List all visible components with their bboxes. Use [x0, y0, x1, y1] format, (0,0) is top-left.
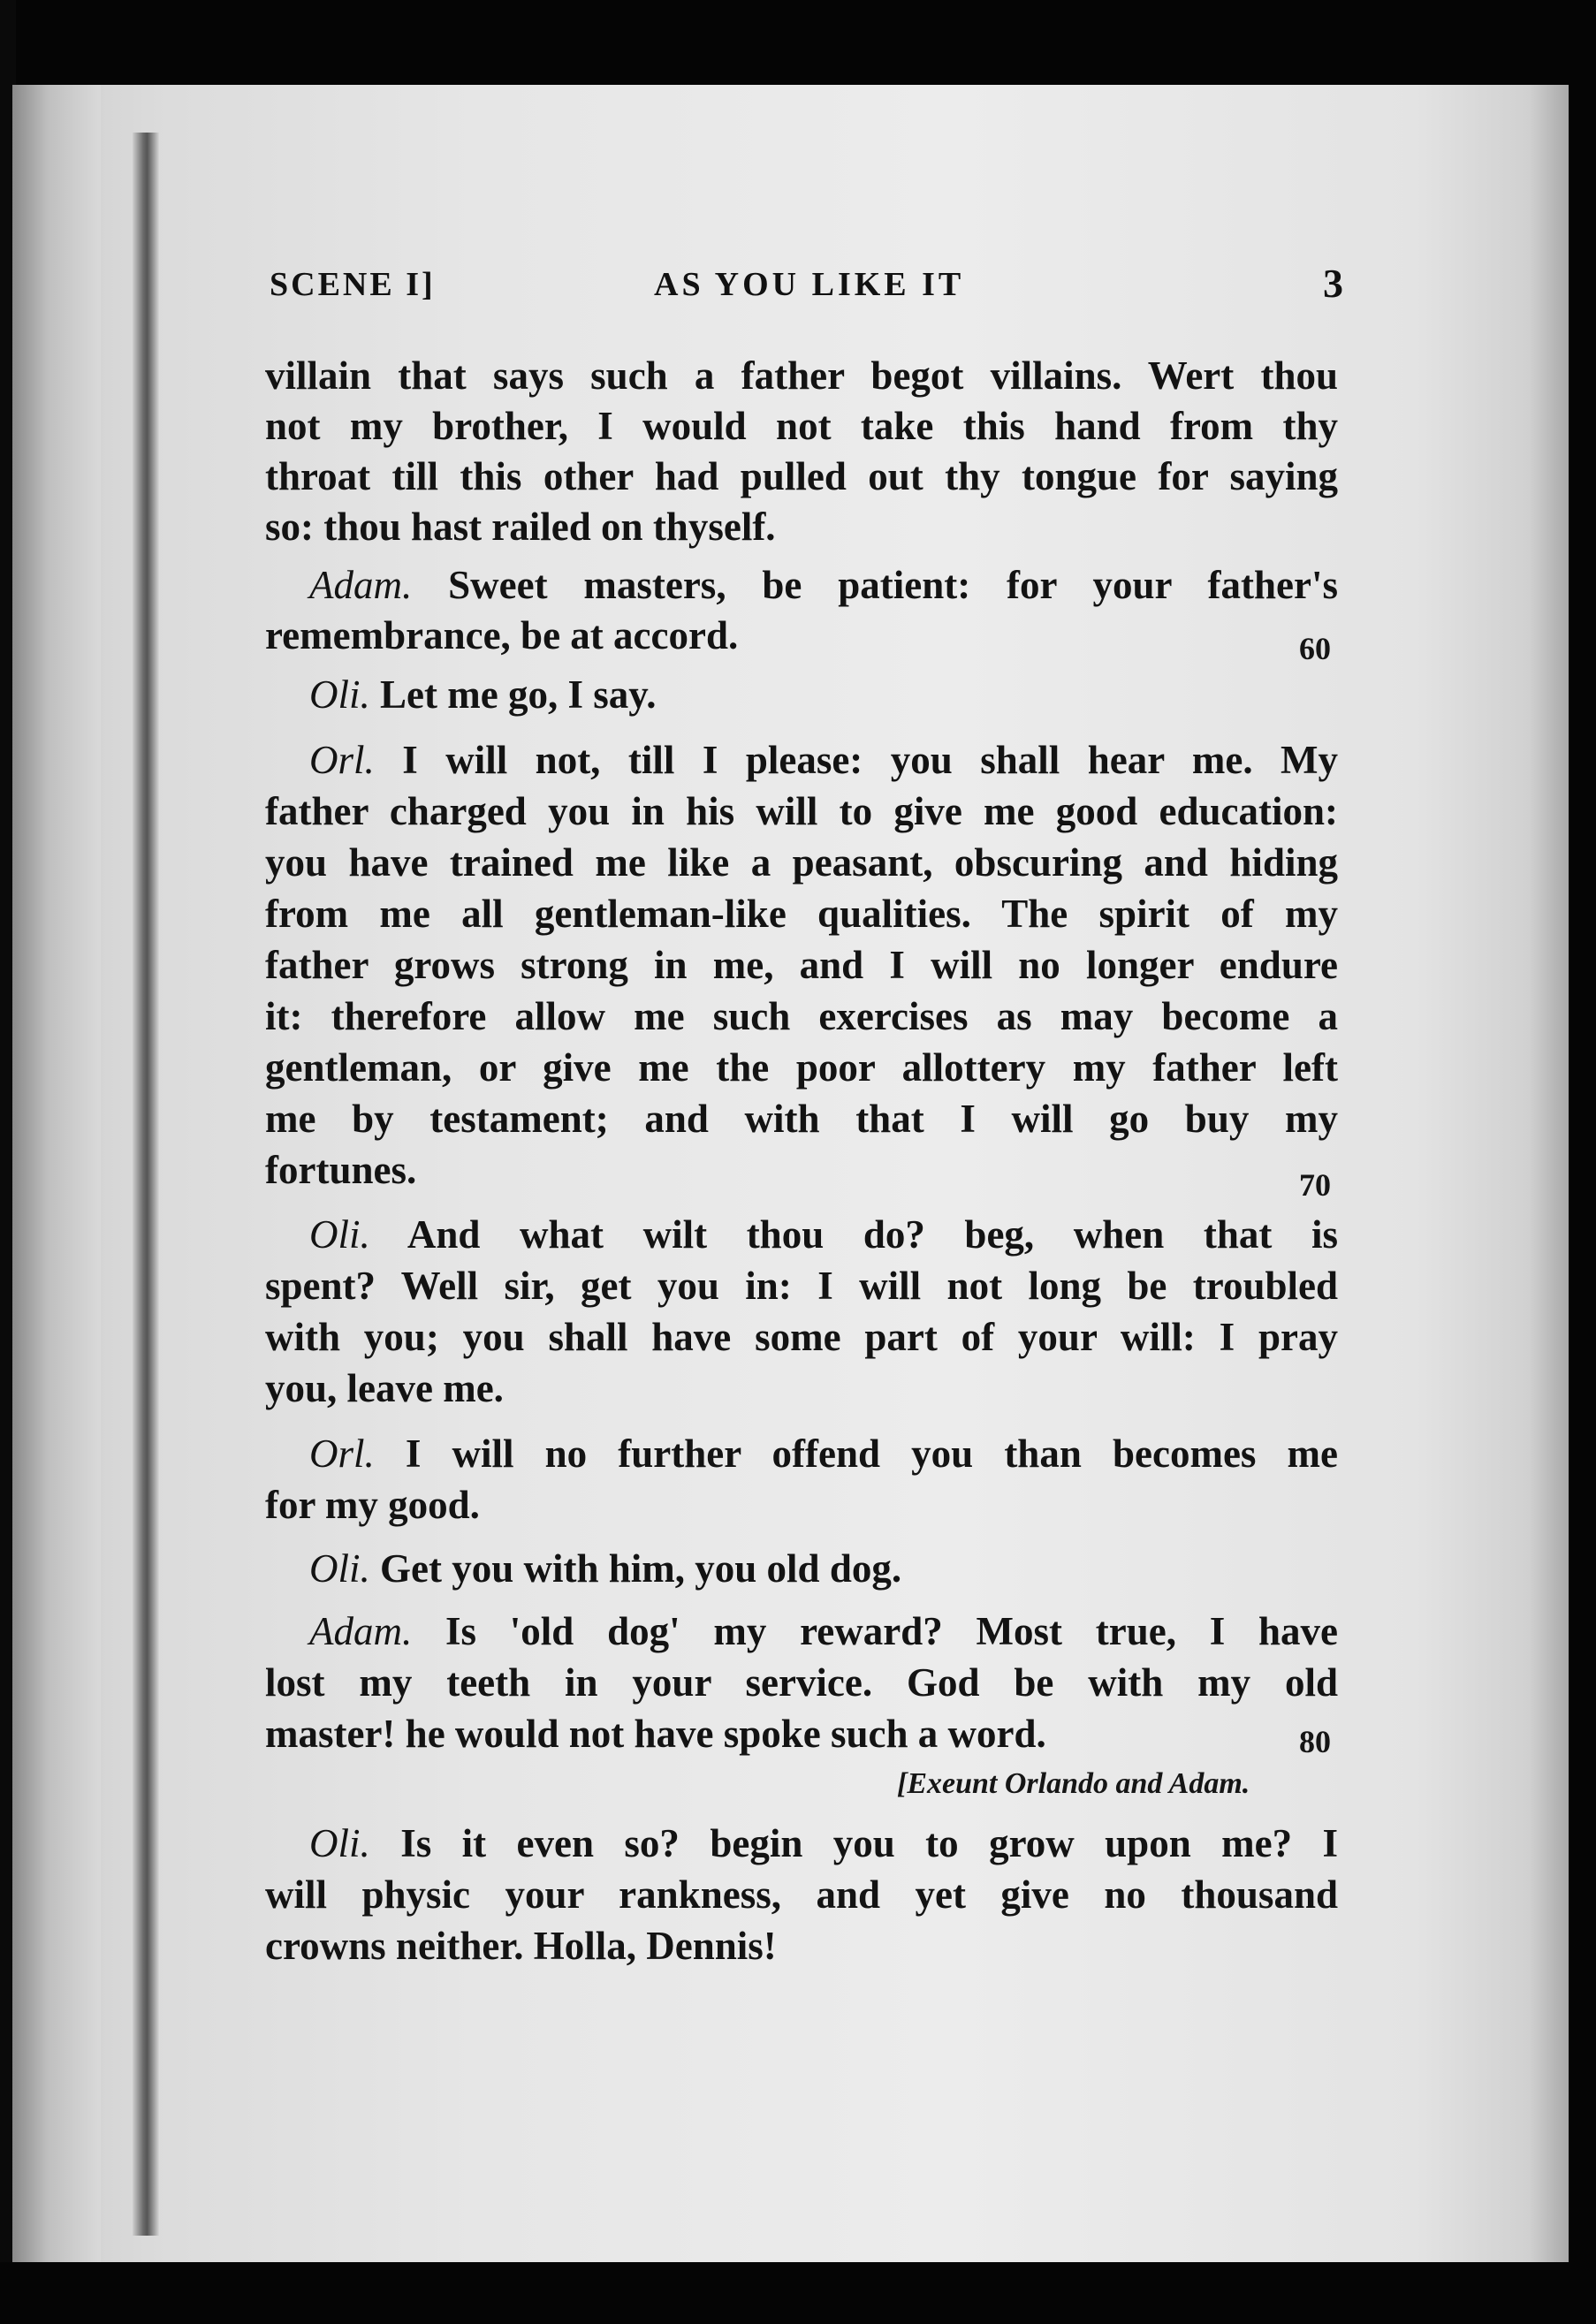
speech-line: Oli. And what wilt thou do? beg, when that is [309, 1212, 1338, 1257]
speech-line: Oli. Get you with him, you old dog. [309, 1546, 902, 1591]
text-line: fortunes. [265, 1148, 417, 1192]
binding-spine-shadow [133, 133, 159, 2236]
text-line: not my brother, I would not take this hand from thy [265, 404, 1338, 448]
text-line: father grows strong in me, and I will no longer endure [265, 943, 1338, 987]
text-line: remembrance, be at accord. [265, 613, 739, 657]
speaker-name: Oli. [309, 672, 370, 717]
speech-line: Oli. Is it even so? begin you to grow upon me? I [309, 1821, 1339, 1865]
text-line: will physic your rankness, and yet give no thousand [265, 1872, 1338, 1917]
running-head-scene: SCENE I] [270, 266, 436, 303]
page-number: 3 [1323, 261, 1343, 306]
text-line: me by testament; and with that I will go buy my [265, 1097, 1338, 1141]
speaker-name: Oli. [309, 1821, 370, 1865]
speaker-name: Oli. [309, 1212, 370, 1257]
text-line: from me all gentleman-like qualities. The spirit of my [265, 892, 1338, 936]
text-line: father charged you in his will to give me good education: [265, 789, 1338, 833]
speaker-name: Orl. [309, 738, 375, 782]
text-line: gentleman, or give me the poor allottery my father left [265, 1045, 1338, 1090]
line-number: 80 [1299, 1724, 1331, 1759]
text-line: villain that says such a father begot villains. Wert thou [265, 353, 1338, 398]
page-gutter-shadow [12, 85, 101, 2285]
text-line: lost my teeth in your service. God be with my old [265, 1660, 1338, 1705]
speech-line: Adam. Is 'old dog' my reward? Most true, I have [309, 1609, 1338, 1653]
text-line: you, leave me. [265, 1366, 504, 1410]
speaker-name: Orl. [309, 1432, 375, 1476]
scan-border-bottom [0, 2262, 1596, 2324]
page-edge-shadow [1529, 85, 1573, 2285]
speech-line: Oli. Let me go, I say. [309, 672, 657, 717]
scan-border-right [1569, 0, 1596, 2324]
speech-line: Orl. I will no further offend you than becomes me [309, 1432, 1339, 1476]
speech-line: Adam. Sweet masters, be patient: for your father's [309, 563, 1338, 607]
text-line: with you; you shall have some part of your will: I pray [265, 1315, 1338, 1359]
text-line: throat till this other had pulled out thy tongue for saying [265, 454, 1338, 498]
text-line: crowns neither. Holla, Dennis! [265, 1924, 777, 1968]
speaker-name: Adam. [309, 1609, 413, 1653]
speech-line: Orl. I will not, till I please: you shall hear me. My [309, 738, 1339, 782]
text-line: you have trained me like a peasant, obscuring and hiding [265, 840, 1338, 885]
text-line: master! he would not have spoke such a word. [265, 1712, 1046, 1756]
text-line: for my good. [265, 1483, 480, 1527]
line-number: 70 [1299, 1167, 1331, 1203]
text-line: it: therefore allow me such exercises as may become a [265, 994, 1338, 1038]
line-number: 60 [1299, 631, 1331, 666]
running-head [270, 261, 1343, 318]
text-line: spent? Well sir, get you in: I will not long be troubled [265, 1264, 1338, 1308]
stage-direction: [Exeunt Orlando and Adam. [897, 1767, 1250, 1800]
running-head-title: AS YOU LIKE IT [654, 266, 965, 303]
speaker-name: Adam. [309, 563, 413, 607]
text-line: so: thou hast railed on thyself. [265, 505, 776, 549]
speaker-name: Oli. [309, 1546, 370, 1591]
